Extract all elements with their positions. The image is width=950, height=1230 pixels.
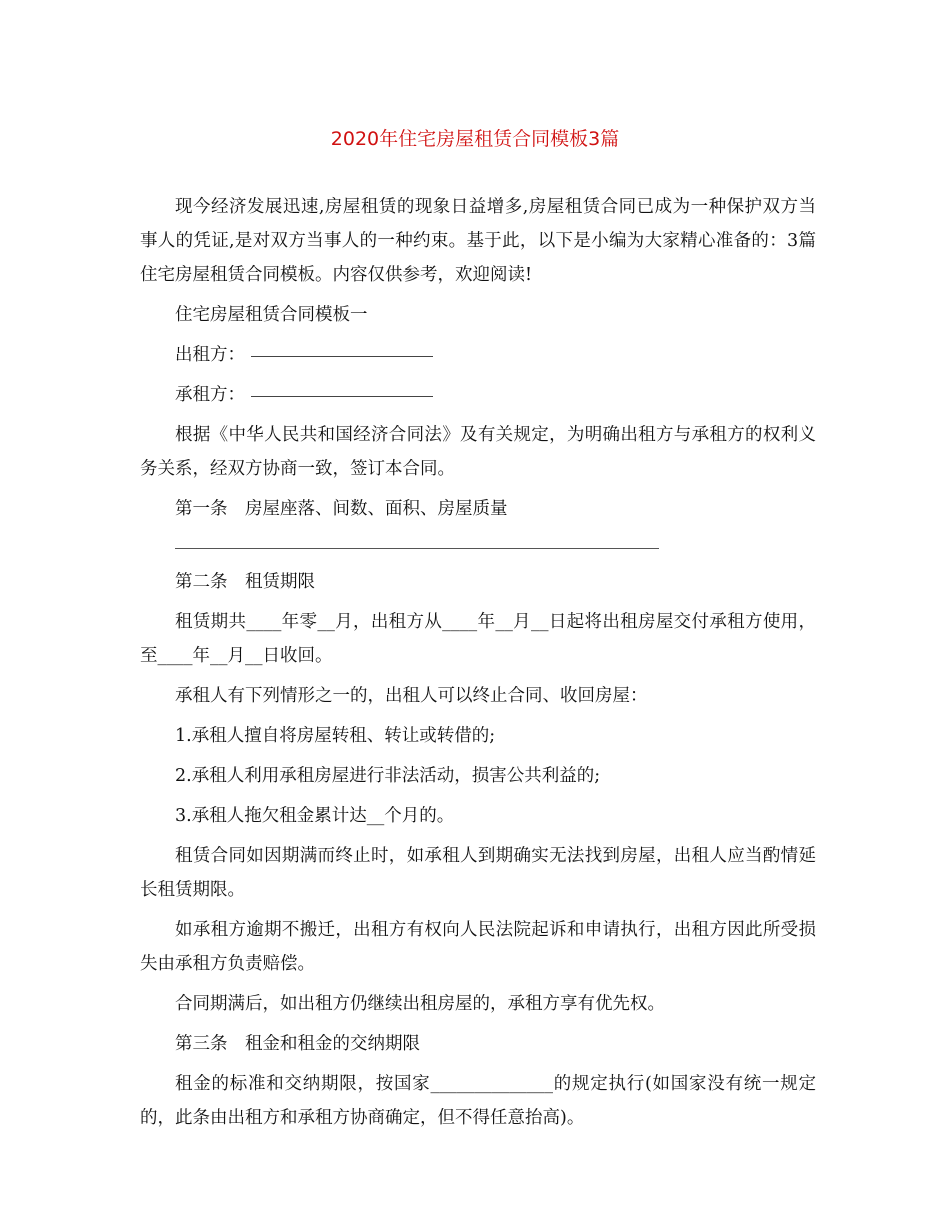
priority-paragraph: 合同期满后，如出租方仍继续出租房屋的，承租方享有优先权。 [175,994,665,1014]
termination-item-3: 3.承租人拖欠租金累计达__个月的。 [175,806,455,826]
lessee-line [140,378,816,412]
lessee-blank [251,395,433,397]
article-1-heading: 第一条 房屋座落、间数、面积、房屋质量 [175,499,508,519]
article-2-heading: 第二条 租赁期限 [175,572,315,592]
lessee-label: 承租方： [175,385,245,405]
document-body [140,190,816,1141]
lessor-blank [251,355,433,357]
document-title: 2020年住宅房屋租赁合同模板3篇 [330,128,620,150]
basis-paragraph: 根据《中华人民共和国经济合同法》及有关规定，为明确出租方与承租方的权利义务关系，经双方协商一致，签订本合同。 [140,425,816,479]
rent-standard-paragraph: 租金的标准和交纳期限，按国家______________的规定执行(如国家没有统一规定的，此条由出租方和承租方协商确定，但不得任意抬高)。 [140,1074,816,1128]
overdue-paragraph: 如承租方逾期不搬迁，出租方有权向人民法院起诉和申请执行，出租方因此所受损失由承租方负责赔偿。 [140,920,816,974]
article-3-heading: 第三条 租金和租金的交纳期限 [175,1034,420,1054]
termination-item-1: 1.承租人擅自将房屋转租、转让或转借的; [175,726,496,746]
intro-paragraph: 现今经济发展迅速,房屋租赁的现象日益增多,房屋租赁合同已成为一种保护双方当事人的凭证,是对双方当事人的一种约束。基于此，以下是小编为大家精心准备的：3篇住宅房屋租赁合同模板。内容仅供参考，欢迎阅读! [140,197,816,285]
article-1-blank-line [175,526,659,549]
lessor-label: 出租方： [175,345,245,365]
termination-item-2: 2.承租人利用承租房屋进行非法活动，损害公共利益的; [175,766,601,786]
lease-term-paragraph: 租赁期共____年零__月，出租方从____年__月__日起将出租房屋交付承租方使用，至____年__月__日收回。 [140,612,816,666]
template-heading: 住宅房屋租赁合同模板一 [175,305,368,325]
expiry-extension-paragraph: 租赁合同如因期满而终止时，如承租人到期确实无法找到房屋，出租人应当酌情延长租赁期限。 [140,846,816,900]
termination-intro: 承租人有下列情形之一的，出租人可以终止合同、收回房屋： [175,686,648,706]
lessor-line [140,338,816,372]
